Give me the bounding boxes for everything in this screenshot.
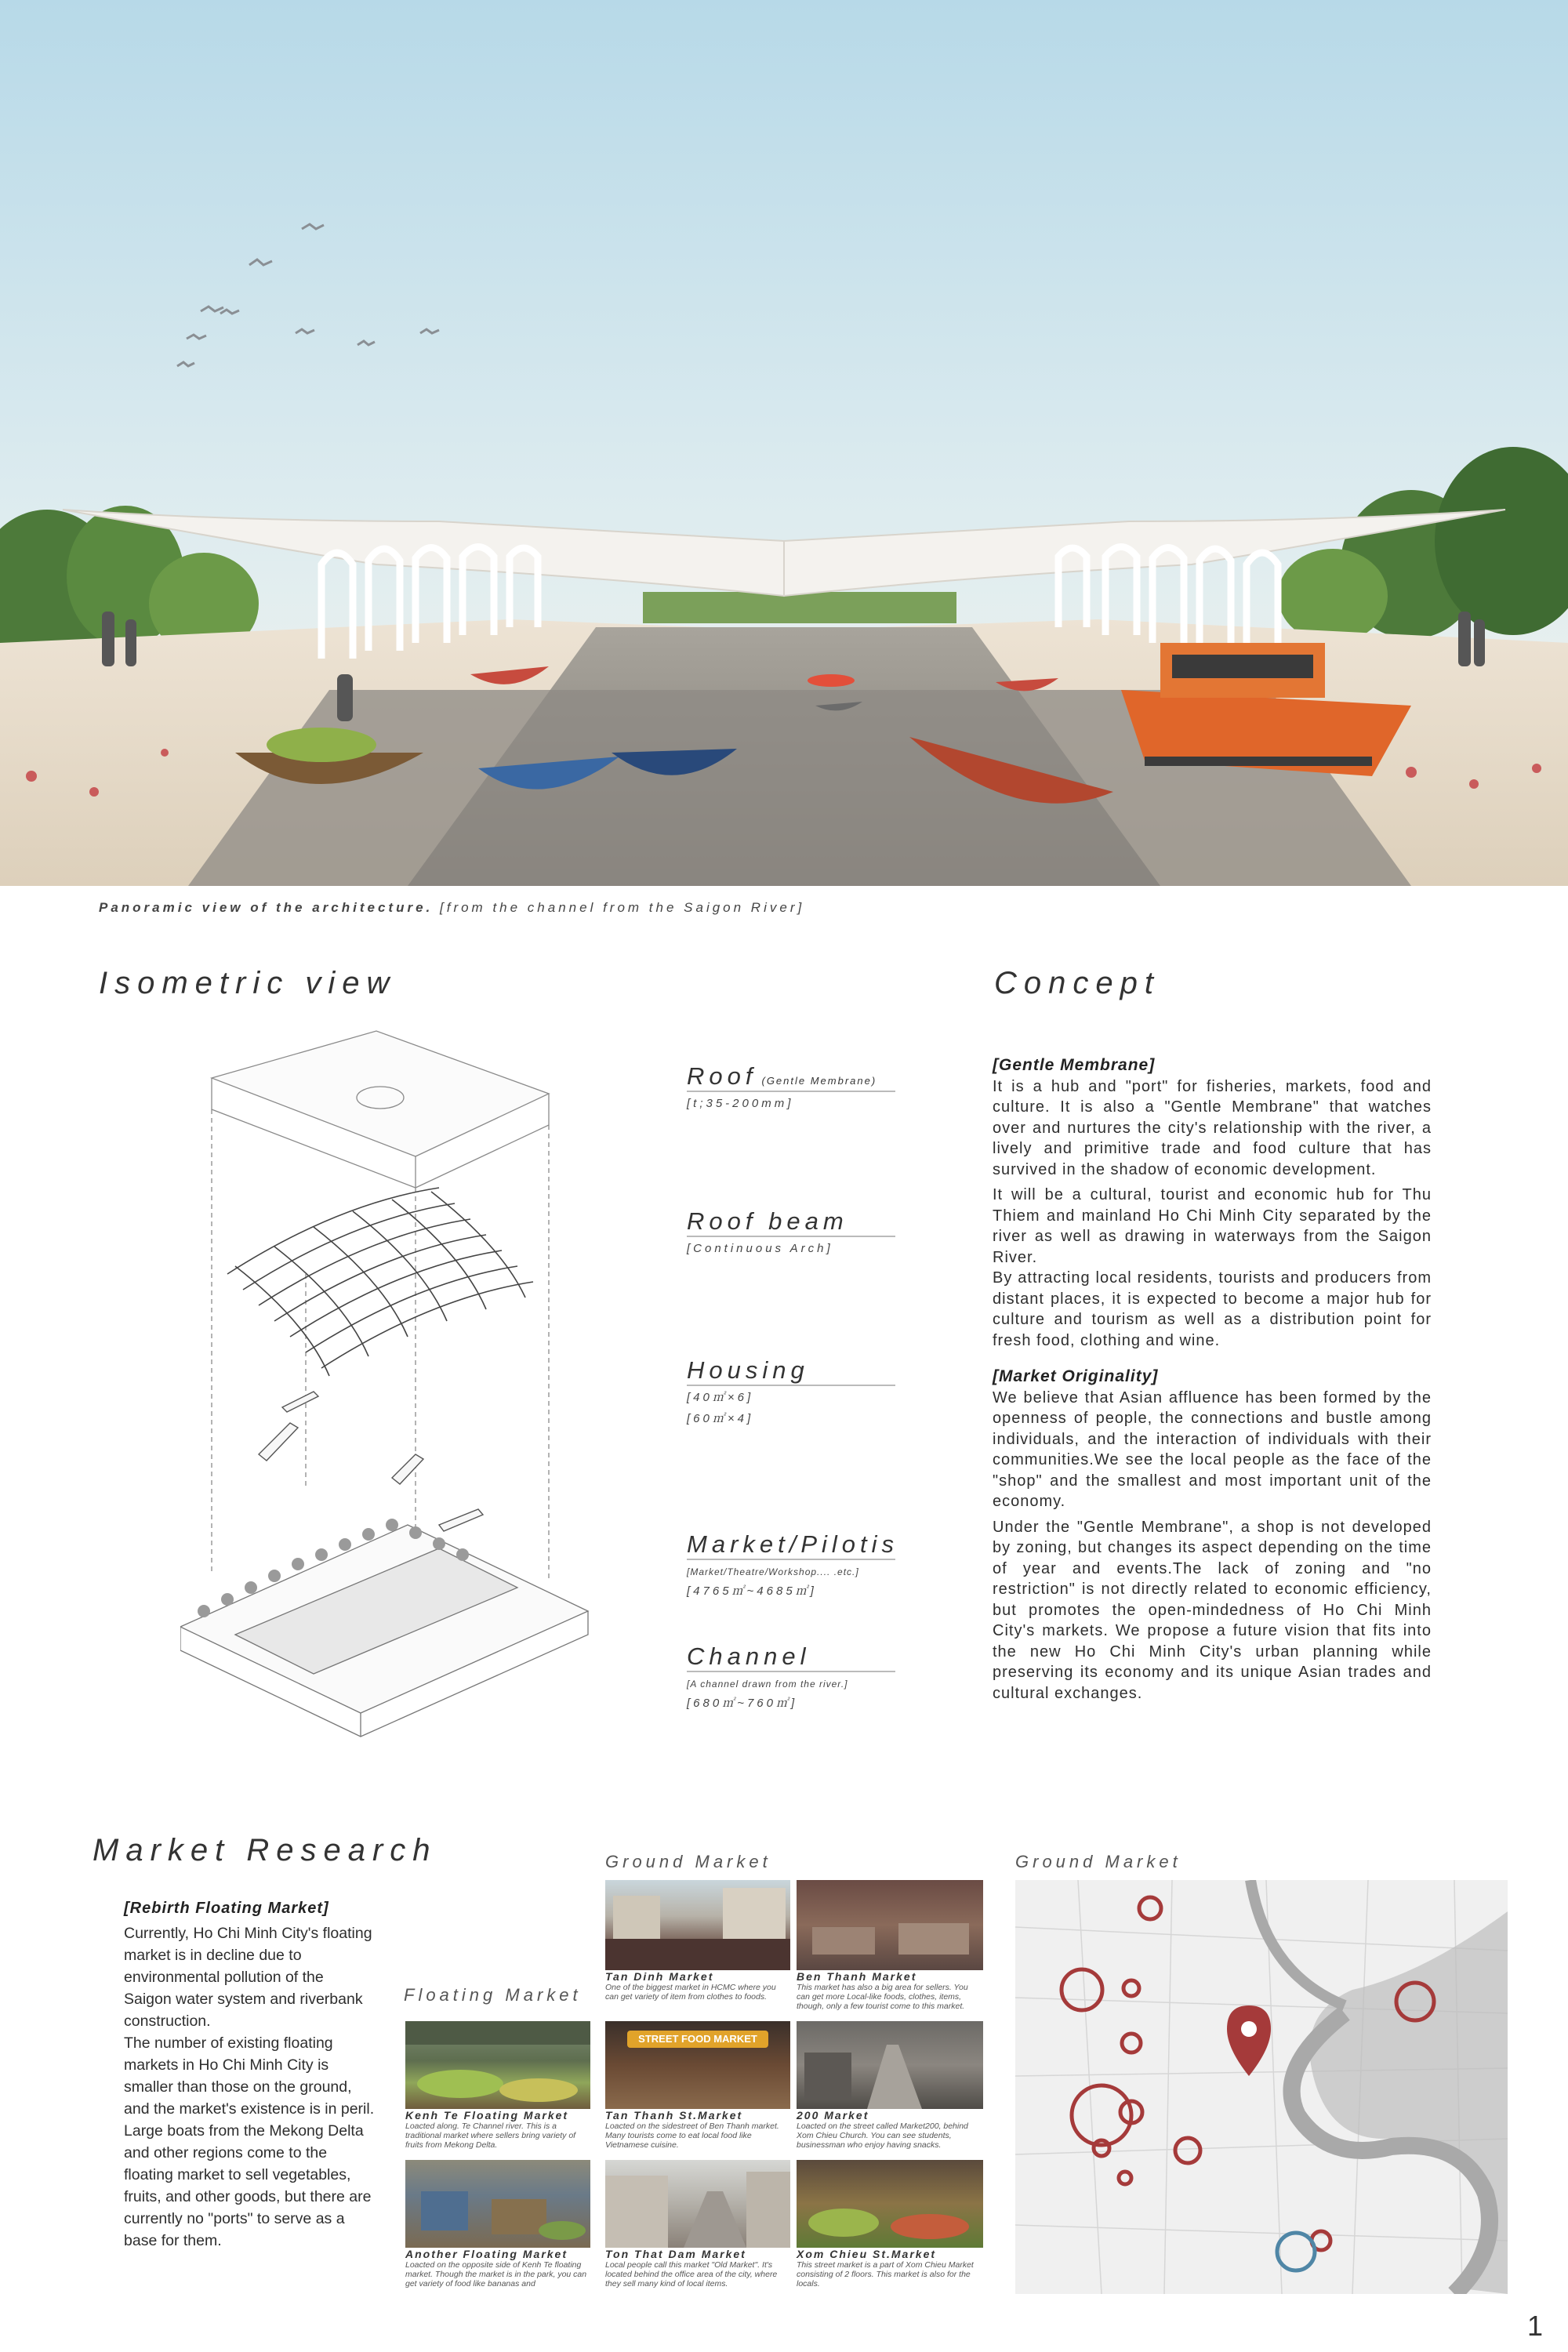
ground-market-label: Ground Market xyxy=(605,1852,771,1871)
layer-channel xyxy=(687,1642,895,1711)
concept-heading: Concept xyxy=(994,966,1160,1000)
market-card xyxy=(797,2021,983,2150)
research-paragraph: Currently, Ho Chi Minh City's floating market is in decline due to environmental pollution of the Saigon water system and riverbank construction. xyxy=(124,1925,372,2030)
market-card xyxy=(405,2021,590,2150)
research-paragraph: The number of existing floating markets in Ho Chi Minh City is smaller than those on the ground, and the market's existence is in peril. xyxy=(124,2034,375,2118)
concept-paragraph: By attracting local residents, tourists and producers from distant places, it is expected to become a major hub for culture and tourism as well as a distribution point for fresh food, clothing and wine. xyxy=(993,1269,1432,1349)
map-label: Ground Market xyxy=(1015,1852,1181,1871)
market-description: This street market is a part of Xom Chieu Market consisting of 2 floors. This market is also for the locals. xyxy=(797,2260,974,2288)
market-photo xyxy=(605,2160,790,2248)
layer-roof-note: (Gentle Membrane) xyxy=(761,1075,877,1087)
market-description: Loacted along. Te Channel river. This is a traditional market where sellers bring variety of fruits from Mekong Delta. xyxy=(405,2122,576,2150)
research-heading: Market Research xyxy=(93,1833,437,1867)
layer-market-title: Market/Pilotis xyxy=(687,1530,899,1558)
market-description: Loacted on the sidestreet of Ben Thanh market. Many tourists come to eat local food like Vietnamese cuisine. xyxy=(605,2122,779,2150)
layer-roof-beam xyxy=(687,1207,895,1261)
layer-roof xyxy=(687,1062,895,1116)
layer-housing xyxy=(687,1356,895,1428)
hero-rendering xyxy=(0,0,1568,886)
layer-roof-beam-title: Roof beam xyxy=(687,1207,848,1235)
market-base xyxy=(180,1525,588,1737)
market-title: Ben Thanh Market xyxy=(797,1970,917,1983)
market-photo xyxy=(405,2160,590,2248)
layer-market-sub-2: [4765㎡~4685㎡] xyxy=(687,1584,817,1598)
map-graphic xyxy=(1015,1880,1508,2294)
isometric-diagram xyxy=(180,1015,619,1752)
layer-roof-title: Roof xyxy=(687,1062,757,1090)
street-food-sign: STREET FOOD MARKET xyxy=(627,2031,768,2048)
market-card xyxy=(405,2160,590,2288)
concept-paragraph: Under the "Gentle Membrane", a shop is not developed by zoning, but changes its aspect depending on the time of year and events.The lack of zoning and "no restriction" is not directly related to economic efficiency, but promotes the open-mindedness of Ho Chi Minh City's markets. We propose a future vision that fits into the new Ho Chi Minh City's urban planning while preserving its economy and its unique Asian trades and cultural exchanges. xyxy=(993,1518,1432,1702)
layer-housing-sub-1: [40㎡×6] xyxy=(687,1391,754,1404)
research-subtitle: [Rebirth Floating Market] xyxy=(124,1900,329,1917)
exploded-axonometric xyxy=(180,1015,619,1752)
research-paragraph: Large boats from the Mekong Delta and other regions come to the floating market to sell vegetables, fruits, and other goods, but there are currently no "ports" to serve as a base for them. xyxy=(124,2122,372,2249)
hero-caption xyxy=(99,900,1040,916)
market-photo xyxy=(605,1880,790,1970)
layer-roof-beam-sub: [Continuous Arch] xyxy=(687,1242,833,1255)
isometric-heading: Isometric view xyxy=(99,966,397,1000)
location-pin-icon xyxy=(1227,2005,1271,2076)
market-description: One of the biggest market in HCMC where you can get variety of item from clothes to foods. xyxy=(605,1983,776,2002)
market-card xyxy=(605,1880,790,2002)
market-description: Loacted on the street called Market200, behind Xom Chieu Church. You can see students, businessman who enjoy having snacks. xyxy=(797,2122,968,2150)
layer-housing-title: Housing xyxy=(687,1356,809,1384)
layer-channel-sub-2: [680㎡~760㎡] xyxy=(687,1697,798,1710)
market-title: Xom Chieu St.Market xyxy=(797,2248,937,2260)
concept-text xyxy=(993,1055,1432,1708)
market-title: Ton That Dam Market xyxy=(605,2248,746,2260)
market-photo xyxy=(405,2021,590,2109)
layer-channel-title: Channel xyxy=(687,1642,811,1670)
roof-beam-grid xyxy=(227,1188,533,1376)
layer-channel-sub-1: [A channel drawn from the river.] xyxy=(687,1679,848,1690)
market-title: 200 Market xyxy=(797,2109,869,2122)
market-title: Tan Thanh St.Market xyxy=(605,2109,743,2122)
concept-section-title-1: [Gentle Membrane] xyxy=(993,1056,1156,1074)
market-card xyxy=(605,2160,790,2288)
concept-paragraph: It will be a cultural, tourist and economic hub for Thu Thiem and mainland Ho Chi Minh City separated by the river as well as drawing in waterways from the Saigon River. xyxy=(993,1186,1432,1266)
research-text xyxy=(124,1897,375,2252)
hero-caption-title: Panoramic view of the architecture. xyxy=(99,900,434,915)
market-photo xyxy=(605,2021,790,2109)
market-map xyxy=(1015,1880,1508,2294)
market-card xyxy=(797,1880,983,2011)
housing-blocks xyxy=(259,1392,483,1531)
layer-market xyxy=(687,1530,899,1599)
layer-roof-sub: [t;35-200mm] xyxy=(687,1097,794,1110)
concept-section-title-2: [Market Originality] xyxy=(993,1367,1159,1385)
market-card xyxy=(797,2160,983,2288)
market-card xyxy=(605,2021,790,2150)
page-number: 1 xyxy=(1527,2310,1544,2342)
hero-caption-note: [from the channel from the Saigon River] xyxy=(440,900,805,915)
market-title: Another Floating Market xyxy=(405,2248,568,2260)
market-photo xyxy=(797,1880,983,1970)
layer-housing-sub-2: [60㎡×4] xyxy=(687,1412,754,1425)
blue-circle xyxy=(1277,2233,1315,2270)
floating-market-label: Floating Market xyxy=(404,1985,582,2005)
layer-market-sub-1: [Market/Theatre/Workshop.... .etc.] xyxy=(687,1566,859,1577)
concept-paragraph: It is a hub and "port" for fisheries, markets, food and culture. It is also a "Gentle Membrane" that watches over and nurtures the city's relationship with the river, a lively and primitive trade and food culture that has survived in the shadow of economic development. xyxy=(993,1077,1432,1178)
concept-paragraph: We believe that Asian affluence has been formed by the openness of people, the connections and bustle among individuals, and the interaction of individuals with their communities.We see the local people as the face of the "shop" and the smallest and most important unit of the economy. xyxy=(993,1388,1432,1510)
market-description: Local people call this market "Old Market". It's located behind the office area of the city, where they sell many kind of local items. xyxy=(605,2260,778,2288)
market-photo xyxy=(797,2160,983,2248)
market-description: This market has also a big area for sellers. You can get more Local-like foods, clothes, items, though, only a few tourist come to this market. xyxy=(797,1983,968,2011)
market-description: Loacted on the opposite side of Kenh Te floating market. Though the market is in the park, you can get variety of food like bananas and xyxy=(405,2260,587,2288)
market-photo xyxy=(797,2021,983,2109)
market-title: Kenh Te Floating Market xyxy=(405,2109,569,2122)
hero-panorama xyxy=(0,0,1568,886)
market-title: Tan Dinh Market xyxy=(605,1970,714,1983)
